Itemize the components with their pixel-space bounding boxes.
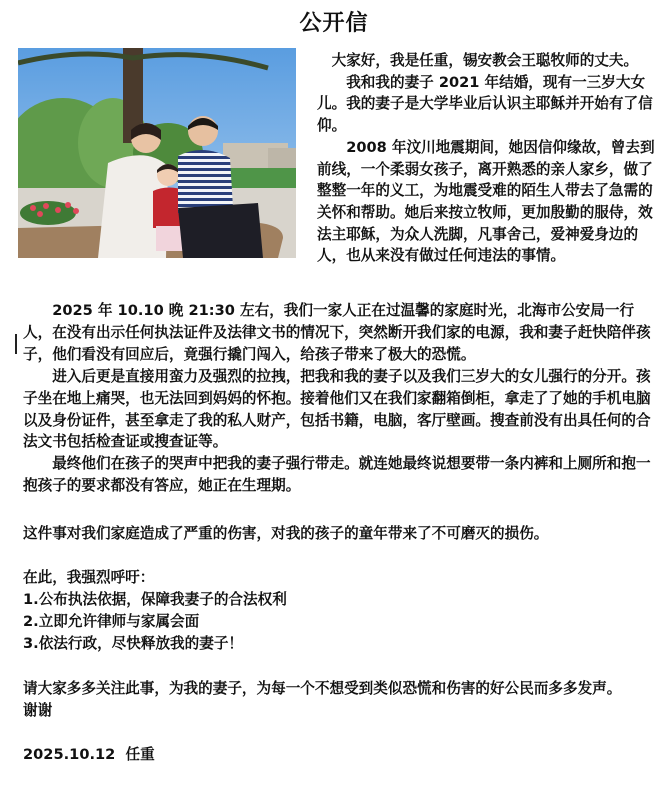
closing-section — [23, 678, 653, 722]
letter-title: 公开信 — [299, 11, 369, 36]
signature-date: 2025.10.12 — [23, 746, 116, 763]
thanks-text: 谢谢 — [23, 701, 53, 719]
incident-paragraph-1: 2025 年 10.10 晚 21:30 左右，我们一家人正在过温馨的家庭时光，北海市公安局一行人，在没有出示任何执法证件及法律文书的情况下，突然断开我们家的电源，我和妻子赶快陪伴孩子，他们看没有回应后，竟强行撬门闯入，给孩子带来了极大的恐慌。 — [23, 302, 651, 363]
incident-paragraph-3: 最终他们在孩子的哭声中把我的妻子强行带走。就连她最终说想要带一条内裤和上厕所和抱一抱孩子的要求都没有答应，她正在生理期。 — [23, 455, 651, 495]
signature-name: 任重 — [125, 746, 155, 763]
marriage-paragraph: 我和我的妻子 2021 年结婚，现有一三岁大女儿。我的妻子是大学毕业后认识主耶稣并开始有了信仰。 — [317, 73, 653, 135]
harm-section — [23, 523, 653, 545]
incident-paragraph-2: 进入后更是直接用蛮力及强烈的拉拽，把我和我的妻子以及我们三岁大的女儿强行的分开。孩子坐在地上痛哭，也无法回到妈妈的怀抱。接着他们又在我们家翻箱倒柜，拿走了了她的手机电脑以及身份证件，甚至拿走了我的私人财产，包括书籍，电脑，客厅壁画。搜查前没有出具任何的合法文书包括检查证或搜查证等。 — [23, 367, 651, 451]
incident-section — [23, 300, 653, 497]
family-photo — [18, 48, 296, 258]
intro-section — [317, 50, 663, 267]
text-cursor-mark — [15, 334, 17, 354]
appeal-item-1: 1.公布执法依据，保障我妻子的合法权利 — [23, 590, 287, 608]
appeal-intro: 在此，我强烈呼吁： — [23, 569, 155, 586]
appeal-section — [23, 567, 653, 655]
appeal-item-2: 2.立即允许律师与家属会面 — [23, 612, 200, 630]
signature-section — [23, 744, 653, 766]
earthquake-paragraph: 2008 年汶川地震期间，她因信仰缘故，曾去到前线，一个柔弱女孩子，离开熟悉的亲人家乡，做了整整一年的义工，为地震受难的陌生人带去了急需的关怀和帮助。她后来按立牧师，更加殷勤的服侍，效法主耶稣，为众人洗脚，凡事舍己，爱神爱身边的人，也从来没有做过任何违法的事情。 — [317, 138, 655, 265]
harm-statement: 这件事对我们家庭造成了严重的伤害，对我的孩子的童年带来了不可磨灭的损伤。 — [23, 525, 549, 542]
closing-paragraph: 请大家多多关注此事，为我的妻子，为每一个不想受到类似恐慌和伤害的好公民而多多发声。 — [23, 680, 622, 697]
greeting-paragraph: 大家好，我是任重，锡安教会王聪牧师的丈夫。 — [331, 52, 639, 69]
appeal-item-3: 3.依法行政，尽快释放我的妻子！ — [23, 634, 244, 652]
